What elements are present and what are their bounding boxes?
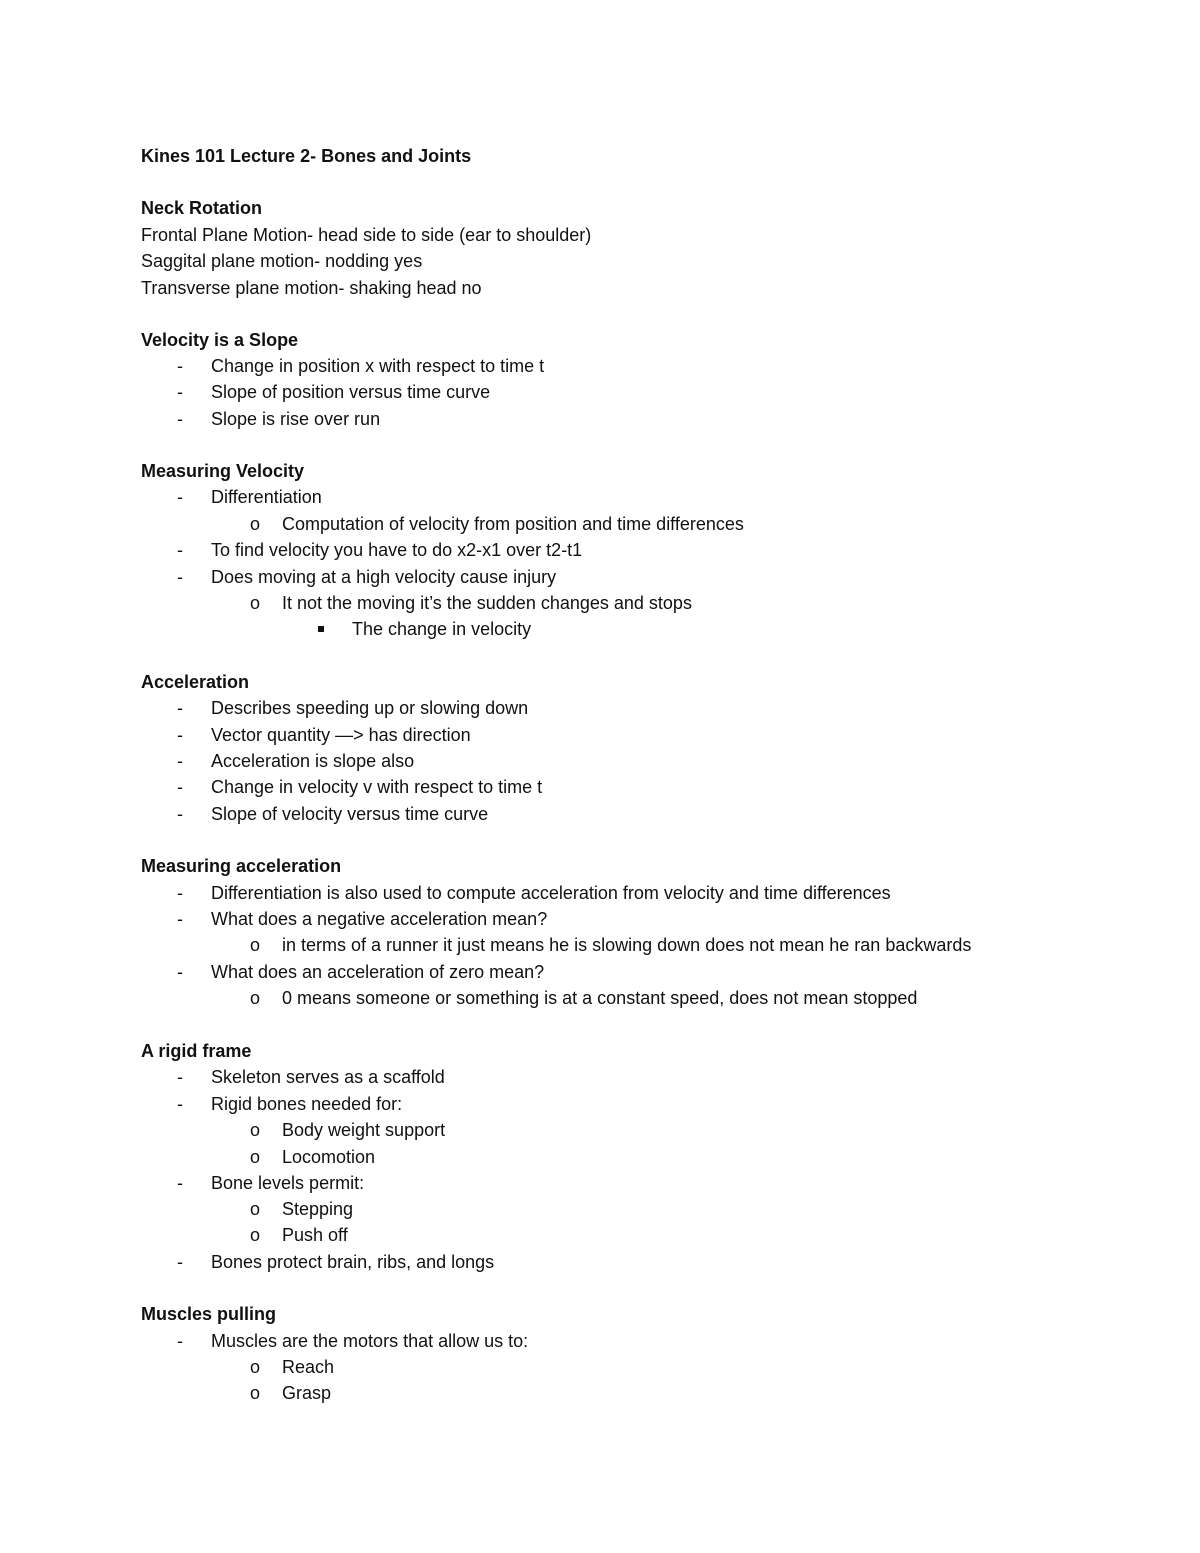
- sub-list-item: Computation of velocity from position and time differences: [282, 514, 744, 534]
- list-item: Slope is rise over run: [211, 409, 381, 429]
- list-item: Change in position x with respect to time t: [211, 356, 545, 376]
- dash-bullet: -: [177, 356, 183, 376]
- section-heading-muscles-pulling: Muscles pulling: [141, 1304, 277, 1324]
- dash-bullet: -: [177, 382, 183, 402]
- dash-bullet: -: [177, 540, 183, 560]
- list-item: What does an acceleration of zero mean?: [211, 962, 545, 982]
- circle-bullet: o: [250, 988, 261, 1008]
- square-bullet-icon: [318, 626, 324, 632]
- list-item: Muscles are the motors that allow us to:: [211, 1331, 529, 1351]
- list-item: Does moving at a high velocity cause injury: [211, 567, 557, 587]
- sub-list-item: Locomotion: [282, 1147, 376, 1167]
- list-item: Bones protect brain, ribs, and longs: [211, 1252, 495, 1272]
- list-item: Vector quantity —> has direction: [211, 725, 471, 745]
- section-heading-neck-rotation: Neck Rotation: [141, 198, 263, 218]
- sub-list-item: in terms of a runner it just means he is slowing down does not mean he ran backwards: [282, 935, 972, 955]
- list-item: To find velocity you have to do x2-x1 over t2-t1: [211, 540, 583, 560]
- circle-bullet: o: [250, 593, 261, 613]
- text-line: Frontal Plane Motion- head side to side (ear to shoulder): [141, 225, 592, 245]
- circle-bullet: o: [250, 935, 261, 955]
- section-heading-acceleration: Acceleration: [141, 672, 250, 692]
- dash-bullet: -: [177, 1173, 183, 1193]
- dash-bullet: -: [177, 1094, 183, 1114]
- dash-bullet: -: [177, 804, 183, 824]
- sub-list-item: Grasp: [282, 1383, 332, 1403]
- text-line: Saggital plane motion- nodding yes: [141, 251, 423, 271]
- dash-bullet: -: [177, 883, 183, 903]
- circle-bullet: o: [250, 1357, 261, 1377]
- sub-list-item: Reach: [282, 1357, 335, 1377]
- sub-sub-list-item: The change in velocity: [352, 619, 532, 639]
- sub-list-item: Body weight support: [282, 1120, 446, 1140]
- list-item: Describes speeding up or slowing down: [211, 698, 529, 718]
- list-item: Differentiation is also used to compute acceleration from velocity and time differences: [211, 883, 891, 903]
- dash-bullet: -: [177, 698, 183, 718]
- sub-list-item: Push off: [282, 1225, 348, 1245]
- dash-bullet: -: [177, 751, 183, 771]
- circle-bullet: o: [250, 1120, 261, 1140]
- circle-bullet: o: [250, 514, 261, 534]
- dash-bullet: -: [177, 1252, 183, 1272]
- section-heading-measuring-acceleration: Measuring acceleration: [141, 856, 342, 876]
- dash-bullet: -: [177, 487, 183, 507]
- list-item: Slope of velocity versus time curve: [211, 804, 489, 824]
- section-heading-velocity: Velocity is a Slope: [141, 330, 299, 350]
- dash-bullet: -: [177, 567, 183, 587]
- dash-bullet: -: [177, 1067, 183, 1087]
- circle-bullet: o: [250, 1225, 261, 1245]
- dash-bullet: -: [177, 909, 183, 929]
- list-item: What does a negative acceleration mean?: [211, 909, 548, 929]
- sub-list-item: Stepping: [282, 1199, 354, 1219]
- list-item: Acceleration is slope also: [211, 751, 415, 771]
- circle-bullet: o: [250, 1199, 261, 1219]
- list-item: Rigid bones needed for:: [211, 1094, 403, 1114]
- section-heading-rigid-frame: A rigid frame: [141, 1041, 252, 1061]
- circle-bullet: o: [250, 1147, 261, 1167]
- dash-bullet: -: [177, 777, 183, 797]
- dash-bullet: -: [177, 962, 183, 982]
- list-item: Change in velocity v with respect to time t: [211, 777, 543, 797]
- circle-bullet: o: [250, 1383, 261, 1403]
- list-item: Bone levels permit:: [211, 1173, 365, 1193]
- sub-list-item: It not the moving it’s the sudden changes and stops: [282, 593, 692, 613]
- dash-bullet: -: [177, 1331, 183, 1351]
- list-item: Skeleton serves as a scaffold: [211, 1067, 445, 1087]
- dash-bullet: -: [177, 725, 183, 745]
- dash-bullet: -: [177, 409, 183, 429]
- list-item: Slope of position versus time curve: [211, 382, 491, 402]
- list-item: Differentiation: [211, 487, 322, 507]
- section-heading-measuring-velocity: Measuring Velocity: [141, 461, 305, 481]
- text-line: Transverse plane motion- shaking head no: [141, 278, 482, 298]
- sub-list-item: 0 means someone or something is at a constant speed, does not mean stopped: [282, 988, 918, 1008]
- page-title: Kines 101 Lecture 2- Bones and Joints: [141, 146, 472, 166]
